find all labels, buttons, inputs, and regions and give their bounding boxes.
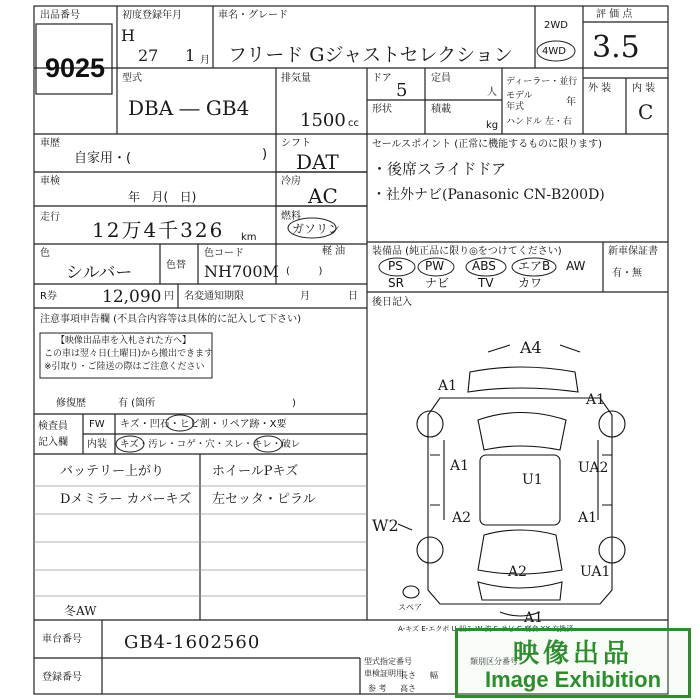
interior-row-label: 内装	[87, 439, 107, 450]
first-reg-label: 初度登録年月	[122, 10, 182, 21]
repair-value: 有 (箇所	[118, 398, 156, 409]
month-unit: 月	[200, 55, 210, 66]
shaken-label: 車検	[40, 176, 60, 187]
equip-navi: ナビ	[425, 276, 450, 290]
interior-grade: C	[638, 100, 654, 124]
stamp-line2: この車は翌々日(土曜日)から搬出できます	[44, 349, 214, 359]
fuel-paren: ( )	[286, 266, 323, 277]
fuel-label: 燃料	[281, 211, 301, 222]
width-label: 幅	[430, 671, 438, 680]
shape-label: 形状	[372, 104, 392, 115]
cert-label: 車検証明用	[364, 669, 404, 678]
lot-number: 9025	[45, 53, 106, 83]
repaint-label: 色替	[166, 260, 186, 271]
warranty-label: 新車保証書	[608, 246, 658, 257]
chassis-label: 車台番号	[42, 634, 82, 645]
map-spare: スペア	[398, 603, 422, 612]
inspector-label1: 検査員	[38, 421, 68, 432]
handle-label: ハンドル 左・右	[506, 117, 572, 127]
person-unit: 人	[487, 87, 497, 98]
map-ua2: UA2	[578, 460, 609, 476]
color-value: シルバー	[66, 263, 133, 283]
interior-items: キズ・汚レ・コゲ・穴・スレ・キレ・破レ	[120, 439, 301, 450]
recycle-value: 12,090	[102, 287, 162, 307]
equipment-title: 装備品 (純正品に限り◎をつけてください)	[372, 246, 562, 257]
watermark-en: Image Exhibition	[484, 667, 662, 692]
equip-sr: SR	[388, 276, 404, 290]
map-u1: U1	[522, 472, 543, 488]
exterior-label: 外 装	[588, 83, 612, 94]
map-a1-tl: A1	[438, 378, 458, 394]
interior-label: 内 装	[632, 83, 656, 94]
comment-wheel: ホイールPキズ	[212, 464, 299, 479]
equip-leather: カワ	[518, 276, 543, 290]
era: H	[121, 26, 135, 45]
model: DBA ― GB4	[128, 96, 250, 120]
car-name-label: 車名・グレード	[218, 10, 288, 21]
nav-label: 名変通知期限	[184, 291, 244, 302]
fw-label: FW	[89, 419, 105, 430]
mileage: 12万4千326	[92, 218, 225, 242]
history-value: 自家用・(	[74, 151, 132, 166]
drive-2wd: 2WD	[544, 20, 568, 31]
ac: AC	[308, 184, 338, 208]
map-w2: W2	[372, 516, 399, 535]
ac-label: 冷房	[281, 176, 301, 187]
comment-battery: バッテリー上がり	[60, 464, 165, 479]
recycle-label: R券	[40, 291, 57, 302]
equip-pw: PW	[425, 259, 445, 273]
inspector-label2: 記入欄	[38, 437, 68, 448]
score-label: 評 価 点	[596, 9, 633, 20]
stamp-line1: 【映像出品車を入札された方へ】	[56, 336, 192, 346]
map-a1-l: A1	[450, 458, 470, 474]
map-label: 後日記入	[372, 297, 412, 308]
dealer-label: ディーラー・並行	[506, 77, 578, 87]
comment-pillar: 左セッタ・ピラル	[212, 492, 316, 507]
comment-winter: 冬AW	[64, 604, 97, 618]
warranty-value: 有・無	[612, 268, 642, 279]
color-code: NH700M	[204, 262, 279, 281]
equip-abs: ABS	[472, 259, 496, 273]
doors-label: ドア	[372, 73, 392, 84]
equip-ps: PS	[388, 259, 403, 273]
equip-aw: AW	[566, 259, 586, 273]
cc-unit: cc	[348, 118, 359, 129]
map-a1-r: A1	[578, 510, 598, 526]
drive-4wd: 4WD	[542, 46, 566, 57]
equip-airbag: エアB	[518, 259, 551, 273]
fuel-light: 軽 油	[322, 246, 346, 257]
map-a4: A4	[520, 338, 542, 357]
shift: DAT	[296, 150, 339, 174]
stamp-line3: ※引取り・ご陸送の際はご注意ください	[44, 362, 205, 372]
model-label: 型式	[122, 73, 142, 84]
month-unit-2: 月	[300, 291, 310, 302]
load-label: 積載	[431, 104, 451, 115]
day-unit: 日	[348, 291, 358, 302]
history-close: )	[262, 147, 268, 162]
kg-unit: kg	[486, 120, 499, 131]
repair-label: 修復歴	[56, 398, 86, 409]
score: 3.5	[592, 30, 640, 65]
mileage-label: 走行	[40, 212, 60, 223]
class-number-label: 類別区分番号	[470, 657, 518, 666]
image-exhibition-watermark	[455, 628, 691, 698]
color-label: 色	[40, 248, 50, 259]
reg-year: 27	[138, 46, 159, 65]
displacement: 1500	[300, 110, 346, 131]
watermark-jp: 映像出品	[512, 639, 633, 669]
reg-month: 1	[185, 46, 196, 65]
notes-title: 注意事項申告欄 (不具合内容等は具体的に記入して下さい)	[40, 314, 301, 325]
map-ua1: UA1	[580, 564, 611, 580]
length-label: 長さ	[400, 671, 416, 680]
comment-mirror: Dメミラー カバーキズ	[60, 492, 192, 507]
shift-label: シフト	[281, 138, 311, 149]
repair-close: )	[292, 398, 296, 409]
fuel-gas: ガソリン	[292, 222, 341, 236]
map-a2-l: A2	[452, 510, 472, 526]
sales-title: セールスポイント (正常に機能するものに限ります)	[372, 139, 603, 150]
map-a1-b: A1	[524, 610, 544, 626]
map-a2-b: A2	[508, 564, 528, 580]
km-unit: km	[241, 232, 257, 243]
capacity-label: 定員	[431, 73, 451, 84]
displacement-label: 排気量	[281, 73, 311, 84]
map-legend: A-キズ E-エクボ U-凹み W-波 S-サビ C-腐食 XX-交換済	[398, 625, 574, 633]
reg-number-label: 登録番号	[42, 672, 82, 683]
doors: 5	[396, 80, 408, 101]
fw-items: キズ・凹石・ヒビ割・リペア跡・X要	[120, 419, 287, 430]
height-label: 高さ	[400, 684, 416, 693]
color-code-label: 色コード	[204, 248, 244, 259]
yen-unit: 円	[164, 291, 174, 302]
ref-label: 参 考	[368, 684, 387, 693]
sales-point2: ・社外ナビ(Panasonic CN-B200D)	[372, 187, 605, 203]
year-unit: 年	[566, 97, 576, 108]
type-number-label: 型式指定番号	[364, 657, 412, 666]
history-label: 車歴	[40, 138, 60, 149]
sales-point1: ・後席スライドドア	[372, 160, 507, 178]
shaken-value: 年 月( 日)	[128, 190, 197, 204]
equip-tv: TV	[478, 276, 494, 290]
lot-label: 出品番号	[40, 10, 80, 21]
model-year-label: モデル 年式	[506, 91, 533, 112]
car-name: フリード Gジャストセレクション	[228, 44, 513, 66]
map-a1-tr: A1	[586, 392, 606, 408]
chassis-value: GB4-1602560	[124, 632, 261, 653]
